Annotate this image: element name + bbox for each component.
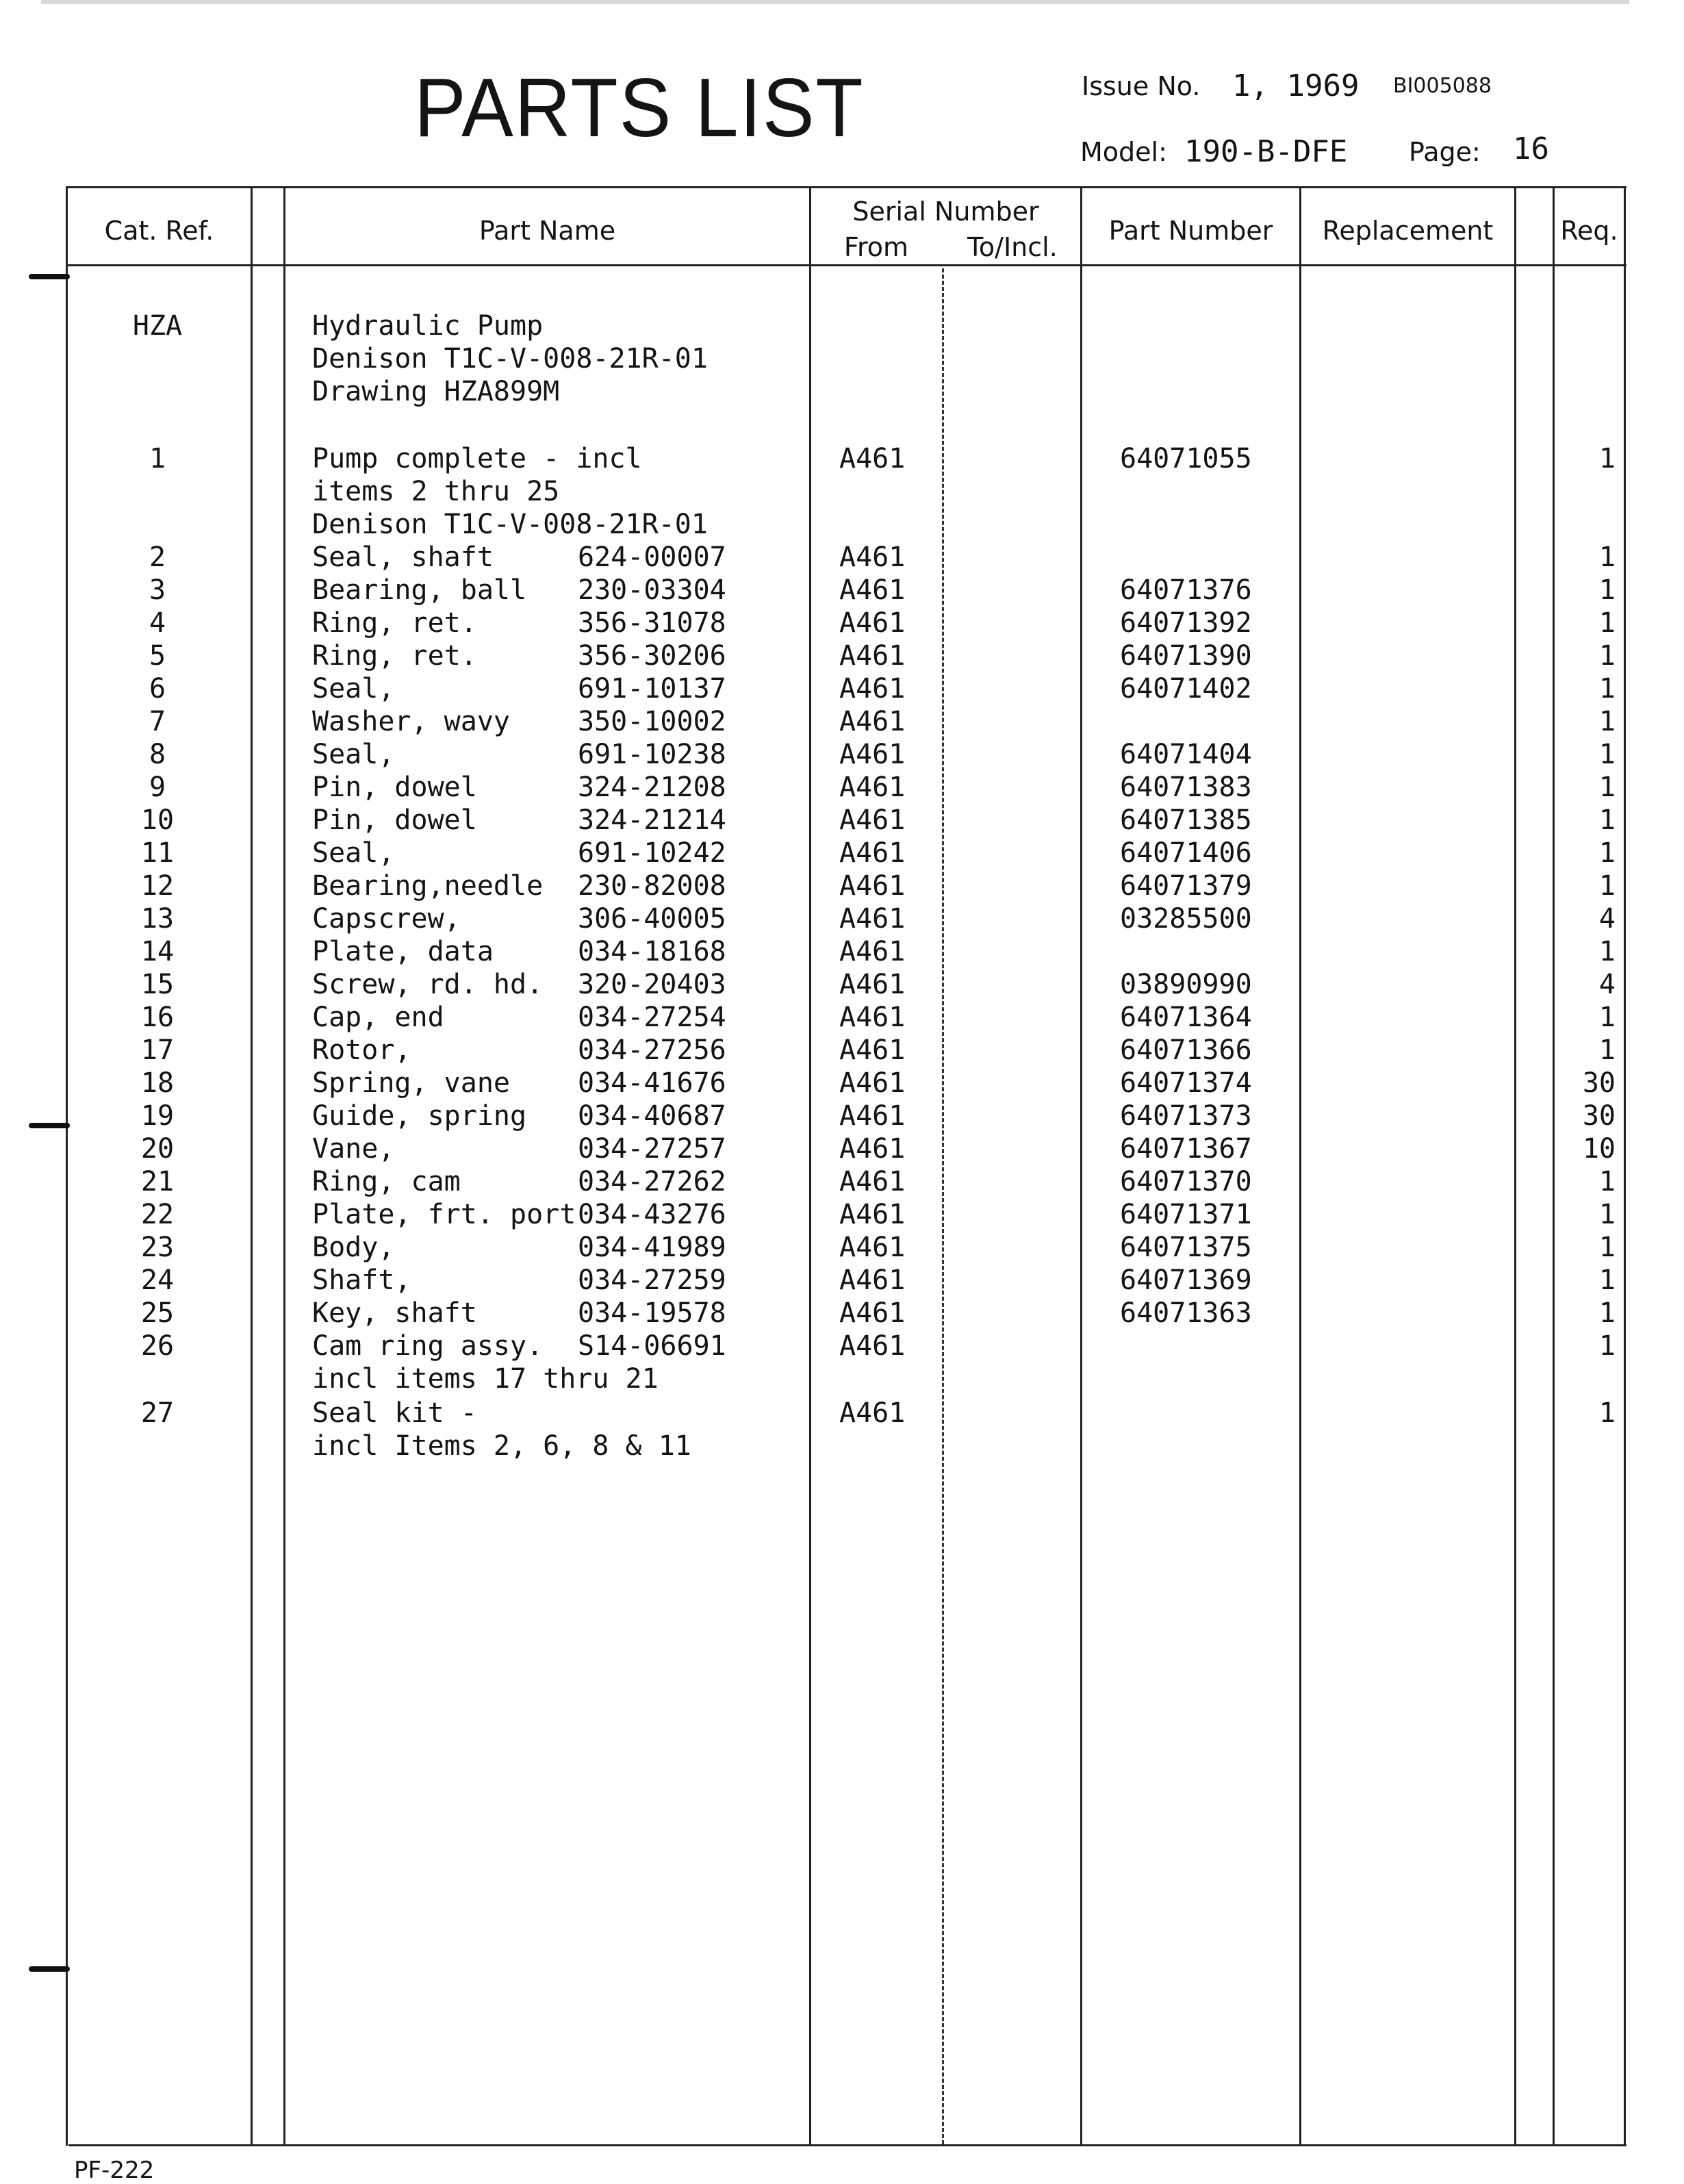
req-cell: 1 — [1598, 640, 1616, 672]
cat-ref-cell: 10 — [140, 804, 175, 836]
manufacturer-code-cell: 034-41676 — [578, 1067, 726, 1099]
manufacturer-code-cell: 034-27259 — [578, 1265, 726, 1296]
part-name-cell: Pin, dowel — [312, 772, 477, 803]
cat-ref-cell: 1 — [149, 443, 166, 474]
manufacturer-code-cell: 034-40687 — [578, 1100, 726, 1132]
req-cell: 1 — [1598, 574, 1616, 606]
table-row — [0, 475, 1684, 508]
serial-from-cell: A461 — [839, 739, 906, 770]
part-number-cell: 64071371 — [1120, 1199, 1252, 1230]
table-row — [0, 639, 1684, 672]
header-replacement: Replacement — [1322, 216, 1494, 246]
part-name-cell: Plate, frt. port — [312, 1199, 576, 1230]
cat-ref-cell: 8 — [149, 739, 166, 770]
form-code: PF-222 — [74, 2157, 155, 2184]
table-row — [0, 1198, 1684, 1231]
part-name-cell: Screw, rd. hd. — [312, 969, 544, 1000]
header-to-incl: To/Incl. — [967, 232, 1058, 262]
table-row — [0, 1165, 1684, 1198]
req-cell: 1 — [1598, 772, 1616, 803]
table-row — [0, 508, 1684, 541]
part-name-cell: Shaft, — [312, 1265, 411, 1296]
part-name-cell: Seal, shaft — [312, 542, 494, 573]
serial-from-cell: A461 — [839, 1397, 906, 1429]
table-row — [0, 1397, 1684, 1430]
table-row — [0, 672, 1684, 705]
part-number-cell: 64071402 — [1120, 673, 1252, 704]
part-number-cell: 64071055 — [1120, 443, 1252, 474]
part-name-cell: Seal, — [312, 837, 395, 869]
part-number-cell: 64071392 — [1120, 607, 1252, 639]
table-row — [0, 1330, 1684, 1362]
req-cell: 1 — [1598, 443, 1616, 474]
part-name-cell: Washer, wavy — [312, 706, 510, 737]
part-name-cell: incl items 17 thru 21 — [312, 1363, 659, 1395]
part-name-cell: Ring, ret. — [312, 607, 477, 639]
page-number: 16 — [1513, 131, 1549, 166]
manufacturer-code-cell: 034-27262 — [578, 1166, 726, 1197]
table-row — [0, 342, 1684, 375]
part-name-cell: Seal, — [312, 673, 395, 704]
cat-ref-cell: 14 — [140, 936, 175, 967]
manufacturer-code-cell: 356-30206 — [578, 640, 726, 672]
table-row — [0, 705, 1684, 738]
serial-from-cell: A461 — [839, 870, 906, 902]
part-number-cell: 64071385 — [1120, 804, 1252, 836]
manufacturer-code-cell: 691-10242 — [578, 837, 726, 869]
cat-ref-cell: 4 — [149, 607, 166, 639]
req-cell: 30 — [1582, 1100, 1616, 1132]
cat-ref-cell: 26 — [140, 1330, 175, 1362]
cat-ref-cell: 13 — [140, 903, 175, 935]
req-cell: 1 — [1598, 870, 1616, 902]
req-cell: 1 — [1598, 1265, 1616, 1296]
serial-from-cell: A461 — [839, 1232, 906, 1263]
manufacturer-code-cell: 034-18168 — [578, 936, 726, 967]
part-name-cell: Cap, end — [312, 1002, 444, 1033]
serial-from-cell: A461 — [839, 936, 906, 967]
part-number-cell: 64071379 — [1120, 870, 1252, 902]
part-number-cell: 64071404 — [1120, 739, 1252, 770]
cat-ref-cell: 18 — [140, 1067, 175, 1099]
req-cell: 1 — [1598, 706, 1616, 737]
part-number-cell: 64071374 — [1120, 1067, 1252, 1099]
table-row — [0, 541, 1684, 574]
part-number-cell: 03285500 — [1120, 903, 1252, 935]
serial-from-cell: A461 — [839, 706, 906, 737]
part-name-cell: Body, — [312, 1232, 395, 1263]
table-row — [0, 1132, 1684, 1165]
model-value: 190-B-DFE — [1184, 134, 1348, 169]
req-cell: 1 — [1598, 837, 1616, 869]
part-number-cell: 64071373 — [1120, 1100, 1252, 1132]
table-row — [0, 309, 1684, 342]
part-name-cell: Spring, vane — [312, 1067, 510, 1099]
part-name-cell: Seal, — [312, 739, 395, 770]
part-name-cell: Bearing,needle — [312, 870, 544, 902]
cat-ref-cell: 16 — [140, 1002, 175, 1033]
header-cat-ref: Cat. Ref. — [104, 216, 214, 246]
cat-ref-cell: 27 — [140, 1397, 175, 1429]
table-row — [0, 837, 1684, 869]
serial-from-cell: A461 — [839, 1100, 906, 1132]
cat-ref-cell: 23 — [140, 1232, 175, 1263]
table-row — [0, 574, 1684, 607]
part-name-cell: Drawing HZA899M — [312, 376, 560, 407]
header-part-number: Part Number — [1108, 216, 1273, 246]
part-name-cell: Plate, data — [312, 936, 494, 967]
serial-from-cell: A461 — [839, 903, 906, 935]
issue-label: Issue No. — [1082, 71, 1201, 101]
header-bottom-rule — [66, 264, 1626, 266]
manufacturer-code-cell: 230-82008 — [578, 870, 726, 902]
page-title: PARTS LIST — [414, 61, 865, 154]
serial-from-cell: A461 — [839, 1330, 906, 1362]
req-cell: 1 — [1598, 1034, 1616, 1066]
cat-ref-cell: 17 — [140, 1034, 175, 1066]
binder-mark — [29, 1123, 70, 1128]
serial-from-cell: A461 — [839, 772, 906, 803]
cat-ref-cell: HZA — [132, 310, 183, 342]
table-row — [0, 1034, 1684, 1067]
manufacturer-code-cell: 350-10002 — [578, 706, 726, 737]
manufacturer-code-cell: 034-41989 — [578, 1232, 726, 1263]
serial-from-cell: A461 — [839, 673, 906, 704]
table-bottom-rule — [68, 2144, 1626, 2146]
top-edge — [41, 0, 1629, 4]
table-row — [0, 804, 1684, 837]
req-cell: 1 — [1598, 1297, 1616, 1329]
table-row — [0, 902, 1684, 935]
req-cell: 1 — [1598, 607, 1616, 639]
part-name-cell: Guide, spring — [312, 1100, 527, 1132]
req-cell: 1 — [1598, 1232, 1616, 1263]
cat-ref-cell: 22 — [140, 1199, 175, 1230]
cat-ref-cell: 11 — [140, 837, 175, 869]
part-name-cell: Hydraulic Pump — [312, 310, 544, 342]
manufacturer-code-cell: 034-19578 — [578, 1297, 726, 1329]
req-cell: 1 — [1598, 1397, 1616, 1429]
serial-from-cell: A461 — [839, 607, 906, 639]
table-row — [0, 1067, 1684, 1100]
part-number-cell: 64071390 — [1120, 640, 1252, 672]
part-number-cell: 64071366 — [1120, 1034, 1252, 1066]
req-cell: 1 — [1598, 542, 1616, 573]
part-name-cell: Rotor, — [312, 1034, 411, 1066]
table-row — [0, 771, 1684, 804]
table-row — [0, 1264, 1684, 1297]
cat-ref-cell: 25 — [140, 1297, 175, 1329]
serial-from-cell: A461 — [839, 1133, 906, 1165]
binder-mark — [29, 274, 70, 279]
table-row — [0, 869, 1684, 902]
manufacturer-code-cell: 034-27257 — [578, 1133, 726, 1165]
serial-from-cell: A461 — [839, 542, 906, 573]
part-name-cell: Seal kit - — [312, 1397, 477, 1429]
cat-ref-cell: 15 — [140, 969, 175, 1000]
table-row — [0, 375, 1684, 408]
part-name-cell: Pin, dowel — [312, 804, 477, 836]
part-name-cell: Denison T1C-V-008-21R-01 — [312, 509, 708, 540]
manufacturer-code-cell: 691-10238 — [578, 739, 726, 770]
cat-ref-cell: 21 — [140, 1166, 175, 1197]
table-row — [0, 968, 1684, 1001]
table-row — [0, 738, 1684, 771]
part-number-cell: 64071383 — [1120, 772, 1252, 803]
part-name-cell: Key, shaft — [312, 1297, 477, 1329]
table-row — [0, 1362, 1684, 1395]
table-row — [0, 1100, 1684, 1132]
req-cell: 10 — [1582, 1133, 1616, 1165]
header-from: From — [843, 232, 909, 262]
table-row — [0, 1001, 1684, 1034]
manufacturer-code-cell: 324-21208 — [578, 772, 726, 803]
cat-ref-cell: 20 — [140, 1133, 175, 1165]
serial-from-cell: A461 — [839, 443, 906, 474]
page-label: Page: — [1409, 137, 1481, 167]
cat-ref-cell: 5 — [149, 640, 166, 672]
part-number-cell: 64071367 — [1120, 1133, 1252, 1165]
header-req: Req. — [1560, 216, 1618, 246]
req-cell: 1 — [1598, 673, 1616, 704]
manufacturer-code-cell: 230-03304 — [578, 574, 726, 606]
serial-from-cell: A461 — [839, 1034, 906, 1066]
serial-from-cell: A461 — [839, 804, 906, 836]
table-row — [0, 1231, 1684, 1264]
header-serial-number: Serial Number — [852, 196, 1039, 227]
serial-from-cell: A461 — [839, 837, 906, 869]
serial-from-cell: A461 — [839, 1002, 906, 1033]
manufacturer-code-cell: 324-21214 — [578, 804, 726, 836]
part-number-cell: 64071363 — [1120, 1297, 1252, 1329]
part-number-cell: 64071375 — [1120, 1232, 1252, 1263]
cat-ref-cell: 2 — [149, 542, 166, 573]
table-row — [0, 1430, 1684, 1462]
table-row — [0, 607, 1684, 639]
manufacturer-code-cell: 034-27256 — [578, 1034, 726, 1066]
table-top-rule — [66, 186, 1626, 188]
manufacturer-code-cell: 306-40005 — [578, 903, 726, 935]
part-name-cell: Ring, ret. — [312, 640, 477, 672]
manufacturer-code-cell: S14-06691 — [578, 1330, 726, 1362]
binder-mark — [29, 1966, 70, 1972]
part-name-cell: Pump complete - incl — [312, 443, 642, 474]
req-cell: 30 — [1582, 1067, 1616, 1099]
req-cell: 1 — [1598, 739, 1616, 770]
serial-from-cell: A461 — [839, 1067, 906, 1099]
document-id: BI005088 — [1393, 74, 1492, 98]
req-cell: 1 — [1598, 1199, 1616, 1230]
cat-ref-cell: 3 — [149, 574, 166, 606]
part-name-cell: Ring, cam — [312, 1166, 461, 1197]
part-number-cell: 64071370 — [1120, 1166, 1252, 1197]
req-cell: 1 — [1598, 1166, 1616, 1197]
part-number-cell: 64071406 — [1120, 837, 1252, 869]
cat-ref-cell: 12 — [140, 870, 175, 902]
cat-ref-cell: 7 — [149, 706, 166, 737]
model-label: Model: — [1080, 137, 1167, 167]
part-number-cell: 64071364 — [1120, 1002, 1252, 1033]
manufacturer-code-cell: 320-20403 — [578, 969, 726, 1000]
part-name-cell: incl Items 2, 6, 8 & 11 — [312, 1430, 691, 1462]
serial-from-cell: A461 — [839, 1297, 906, 1329]
req-cell: 4 — [1598, 969, 1616, 1000]
manufacturer-code-cell: 356-31078 — [578, 607, 726, 639]
serial-from-cell: A461 — [839, 1199, 906, 1230]
serial-from-cell: A461 — [839, 969, 906, 1000]
req-cell: 1 — [1598, 1002, 1616, 1033]
req-cell: 4 — [1598, 903, 1616, 935]
part-name-cell: Vane, — [312, 1133, 395, 1165]
req-cell: 1 — [1598, 804, 1616, 836]
req-cell: 1 — [1598, 1330, 1616, 1362]
table-row — [0, 442, 1684, 475]
serial-from-cell: A461 — [839, 574, 906, 606]
cat-ref-cell: 19 — [140, 1100, 175, 1132]
serial-from-cell: A461 — [839, 1166, 906, 1197]
part-number-cell: 64071376 — [1120, 574, 1252, 606]
part-name-cell: Bearing, ball — [312, 574, 527, 606]
part-number-cell: 03890990 — [1120, 969, 1252, 1000]
manufacturer-code-cell: 034-43276 — [578, 1199, 726, 1230]
table-row — [0, 1297, 1684, 1330]
part-name-cell: Cam ring assy. — [312, 1330, 544, 1362]
manufacturer-code-cell: 691-10137 — [578, 673, 726, 704]
cat-ref-cell: 6 — [149, 673, 166, 704]
cat-ref-cell: 24 — [140, 1265, 175, 1296]
serial-from-cell: A461 — [839, 640, 906, 672]
part-name-cell: Denison T1C-V-008-21R-01 — [312, 343, 708, 374]
serial-from-cell: A461 — [839, 1265, 906, 1296]
table-row — [0, 935, 1684, 968]
header-part-name: Part Name — [479, 216, 616, 246]
req-cell: 1 — [1598, 936, 1616, 967]
part-name-cell: items 2 thru 25 — [312, 476, 560, 507]
manufacturer-code-cell: 034-27254 — [578, 1002, 726, 1033]
cat-ref-cell: 9 — [149, 772, 166, 803]
issue-value: 1, 1969 — [1232, 68, 1360, 103]
part-number-cell: 64071369 — [1120, 1265, 1252, 1296]
part-name-cell: Capscrew, — [312, 903, 461, 935]
manufacturer-code-cell: 624-00007 — [578, 542, 726, 573]
